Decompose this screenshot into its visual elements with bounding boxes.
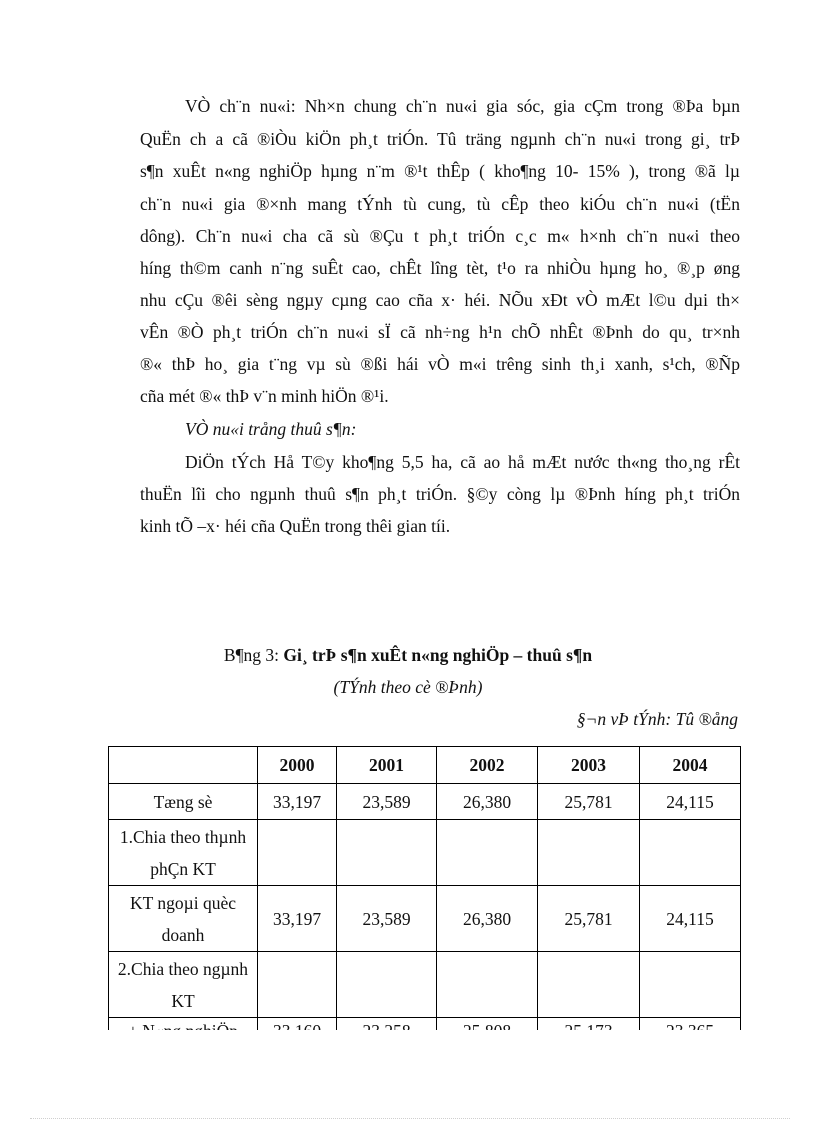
table-caption-prefix: B¶ng 3: [223,645,284,665]
table-row [109,820,741,886]
paragraph-livestock-line-7: nhu cÇu ®êi sèng ngµy cµng cao cña x· héi. NÕu xÐt vÒ mÆt l©u dµi th× [140,290,740,310]
value-cell [640,820,741,886]
value-cell: 24,115 [640,886,741,952]
paragraph-livestock-line-1: VÒ ch¨n nu«i: Nh×n chung ch¨n nu«i gia sóc, gia cÇm trong ®Þa bµn [185,96,740,116]
value-cell [437,952,538,1018]
table-subtitle: (TÝnh theo cè ®Þnh) [333,677,483,697]
paragraph-livestock-line-3: s¶n xuÊt n«ng nghiÖp hµng n¨m ®¹t thÊp ( kho¶ng 10- 15% ), trong ®ã lµ [140,161,740,181]
row-label: KT ngoµi quèc doanh [109,886,258,952]
value-cell [640,952,741,1018]
header-cell-2002: 2002 [437,747,538,784]
value-cell: 24,115 [640,784,741,820]
value-cell: 23,589 [337,784,437,820]
value-cell: 25,781 [538,886,640,952]
table-row [109,952,741,1018]
value-cell [437,820,538,886]
paragraph-livestock-line-2: QuËn ch a cã ®iÒu kiÖn ph¸t triÓn. Tû träng ngµnh ch¨n nu«i trong gi¸ trÞ [140,129,740,149]
page-bottom-divider [30,1118,790,1119]
value-cell: 25,781 [538,784,640,820]
value-cell: 26,380 [437,886,538,952]
value-cell: 26,380 [437,784,538,820]
value-cell [258,952,337,1018]
table-header-row [109,747,741,784]
paragraph-aquaculture-line-2: thuËn lîi cho ngµnh thuû s¶n ph¸t triÓn. §©y còng lµ ®Þnh híng ph¸t triÓn [140,484,740,504]
paragraph-livestock-line-6: híng th©m canh n¨ng suÊt cao, chÊt lîng tèt, t¹o ra nhiÒu hµng ho¸ ®¸p øng [140,258,740,278]
table-unit-label: §¬n vÞ tÝnh: Tû ®ång [576,709,738,729]
paragraph-livestock-line-9: ®« thÞ ho¸ gia t¨ng vµ sù ®ßi hái vÒ m«i trêng sinh th¸i xanh, s¹ch, ®Ñp [140,354,740,374]
value-cell: 33,197 [258,886,337,952]
value-cell [538,952,640,1018]
value-cell: 33,197 [258,784,337,820]
paragraph-aquaculture-line-3: kinh tÕ –x· héi cña QuËn trong thêi gian tíi. [140,516,451,536]
paragraph-aquaculture-line-1: DiÖn tÝch Hå T©y kho¶ng 5,5 ha, cã ao hå mÆt nước th«ng tho¸ng rÊt [185,452,740,472]
value-cell [337,820,437,886]
value-cell [258,820,337,886]
row-label: Tæng sè [109,784,258,820]
value-cell [538,820,640,886]
header-cell-2000: 2000 [258,747,337,784]
paragraph-livestock-line-10: cña mét ®« thÞ v¨n minh hiÖn ®¹i. [140,386,389,406]
subheading-aquaculture: VÒ nu«i trång thuû s¶n: [185,419,357,439]
value-cell: 23,589 [337,886,437,952]
header-cell-blank [109,747,258,784]
paragraph-livestock-line-4: ch¨n nu«i gia ®×nh mang tÝnh tù cung, tù cÊp theo kiÓu ch¨n nu«i (tËn [140,194,740,214]
header-cell-2004: 2004 [640,747,741,784]
table-caption [0,645,816,665]
paragraph-livestock-line-5: dông). Ch¨n nu«i cha cã sù ®Çu t ph¸t triÓn c¸c m« h×nh ch¨n nu«i theo [140,226,740,246]
table-row [109,886,741,952]
header-cell-2003: 2003 [538,747,640,784]
table-row [109,784,741,820]
paragraph-livestock-line-8: vÊn ®Ò ph¸t triÓn ch¨n nu«i sÏ cã nh÷ng h¹n chÕ nhÊt ®Þnh do qu¸ tr×nh [140,322,740,342]
row-label: 2.Chia theo ngµnh KT [109,952,258,1018]
header-cell-2001: 2001 [337,747,437,784]
table-caption-title: Gi¸ trÞ s¶n xuÊt n«ng nghiÖp – thuû s¶n [283,645,593,665]
value-cell [337,952,437,1018]
row-label: 1.Chia theo thµnh phÇn KT [109,820,258,886]
page-cutoff-mask [0,1030,816,1123]
production-value-table [108,746,741,1058]
